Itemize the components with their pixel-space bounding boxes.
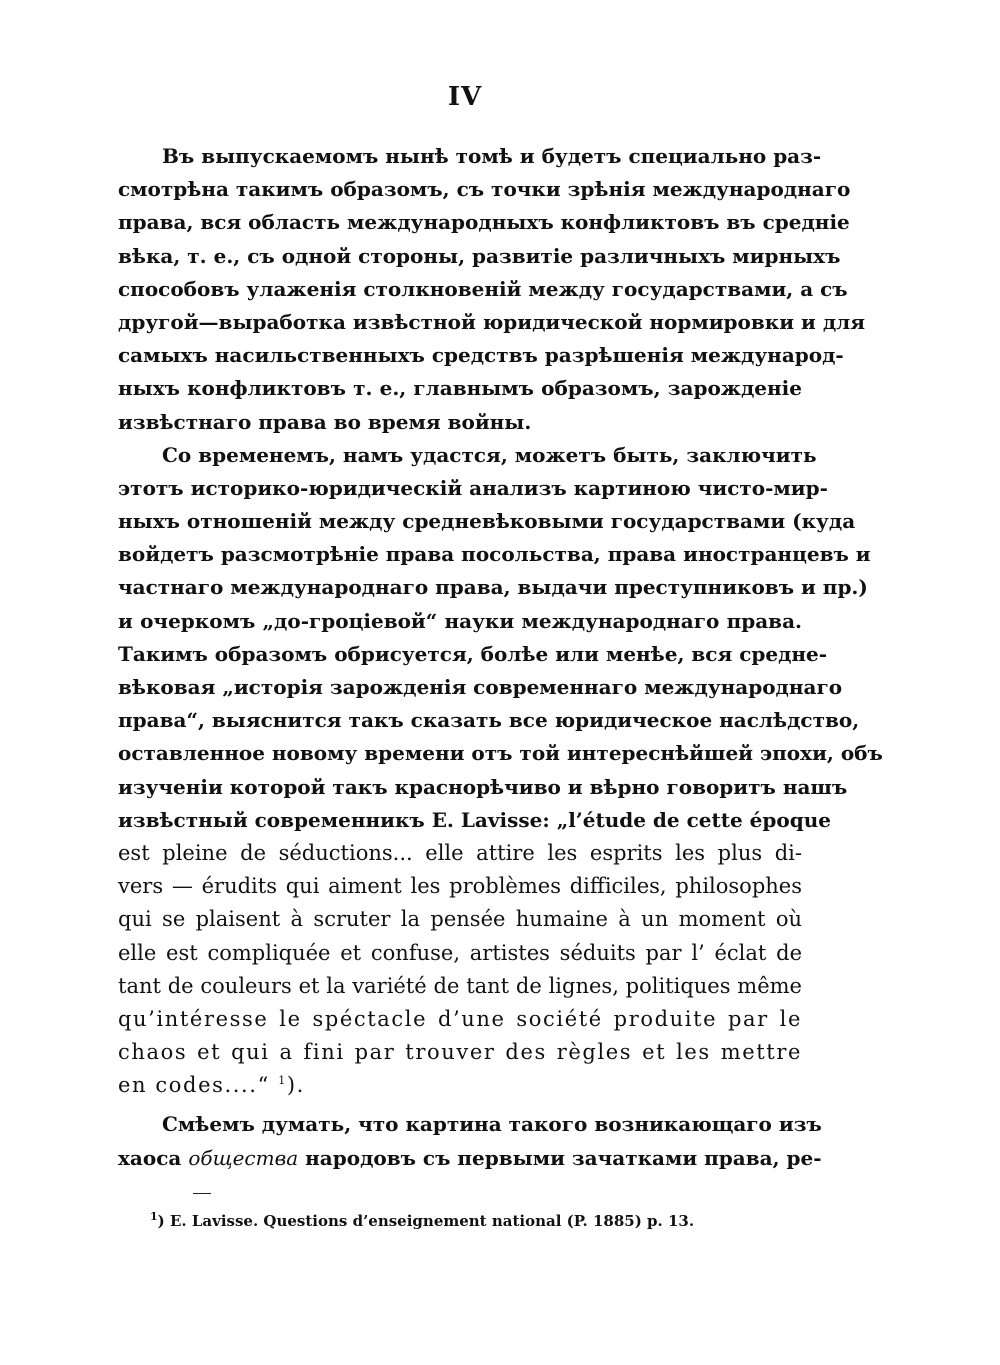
text-line: права, вся область международныхъ конфликтовъ въ средніе xyxy=(118,210,850,235)
quote-end-text: en codes....“ xyxy=(118,1073,270,1098)
quote-line-end xyxy=(118,1069,802,1102)
quote-line: vers — érudits qui aiment les problèmes difficiles, philosophes xyxy=(118,874,802,899)
paragraph-3 xyxy=(118,1108,822,1174)
text-line: вѣка, т. е., съ одной стороны, развитіе различныхъ мирныхъ xyxy=(118,243,841,268)
text-line: вѣковая „исторія зарожденія современнаго международнаго xyxy=(118,675,843,699)
text-line: извѣстный современникъ E. Lavisse: „l’étude de cette époque xyxy=(118,807,831,832)
quote-line: chaos et qui a fini par trouver des règles et les mettre xyxy=(118,1040,802,1065)
text-line: права“, выяснится такъ сказать все юридическое наслѣдство, xyxy=(118,708,860,733)
footnote-divider xyxy=(193,1193,211,1194)
text-fragment: хаоса xyxy=(118,1145,182,1170)
text-fragment: народовъ съ первыми зачатками права, ре- xyxy=(305,1145,822,1170)
text-line: этотъ историко-юридическій анализъ картиною чисто-мир- xyxy=(118,475,828,500)
footnote-ref: 1 xyxy=(278,1074,287,1088)
text-line: другой—выработка извѣстной юридической нормировки и для xyxy=(118,309,866,334)
italic-word: общества xyxy=(188,1145,299,1170)
text-line: и очеркомъ „до-гроціевой“ науки международнаго права. xyxy=(118,608,802,633)
body-text xyxy=(118,140,883,1175)
quote-line: qui se plaisent à scruter la pensée humaine à un moment où xyxy=(118,907,802,932)
quote-line: tant de couleurs et la variété de tant de lignes, politiques même xyxy=(118,973,802,998)
text-line: Смѣемъ думать, что картина такого возникающаго изъ xyxy=(162,1112,822,1137)
footnote-mark: 1 xyxy=(150,1210,158,1223)
text-line: изученіи которой такъ краснорѣчиво и вѣрно говоритъ нашъ xyxy=(118,774,848,799)
paragraph-2 xyxy=(118,439,883,1103)
text-line: самыхъ насильственныхъ средствъ разрѣшенія международ- xyxy=(118,343,844,368)
quote-line: qu’intéresse le spéctacle d’une société produite par le xyxy=(118,1006,802,1031)
text-line: оставленное новому времени отъ той интереснѣйшей эпохи, объ xyxy=(118,741,883,766)
text-line: Въ выпускаемомъ нынѣ томѣ и будетъ специально раз- xyxy=(162,144,822,168)
text-line: частнаго международнаго права, выдачи преступниковъ и пр.) xyxy=(118,575,868,600)
paragraph-1 xyxy=(118,140,866,439)
quote-end-tail: ). xyxy=(286,1073,305,1098)
text-line: способовъ улаженія столкновеній между государствами, а съ xyxy=(118,276,848,301)
quote-line: est pleine de séductions... elle attire les esprits les plus di- xyxy=(118,840,802,865)
text-line: Такимъ образомъ обрисуется, болѣе или менѣе, вся средне- xyxy=(118,641,828,666)
footnote xyxy=(150,1212,850,1230)
text-line: Со временемъ, намъ удастся, можетъ быть, заключить xyxy=(162,442,817,467)
text-line: ныхъ конфликтовъ т. е., главнымъ образомъ, зарожденіе xyxy=(118,376,802,401)
quote-line: elle est compliquée et confuse, artistes séduits par l’ éclat de xyxy=(118,940,802,965)
text-line: извѣстнаго права во время войны. xyxy=(118,409,532,434)
text-line xyxy=(118,1142,822,1175)
page-number: IV xyxy=(447,82,483,112)
text-line: войдетъ разсмотрѣніе права посольства, права иностранцевъ и xyxy=(118,542,871,567)
text-line: смотрѣна такимъ образомъ, съ точки зрѣнія международнаго xyxy=(118,177,851,202)
footnote-text: ) E. Lavisse. Questions d’enseignement national (P. 1885) p. 13. xyxy=(157,1212,695,1230)
text-line: ныхъ отношеній между средневѣковыми государствами (куда xyxy=(118,509,856,534)
